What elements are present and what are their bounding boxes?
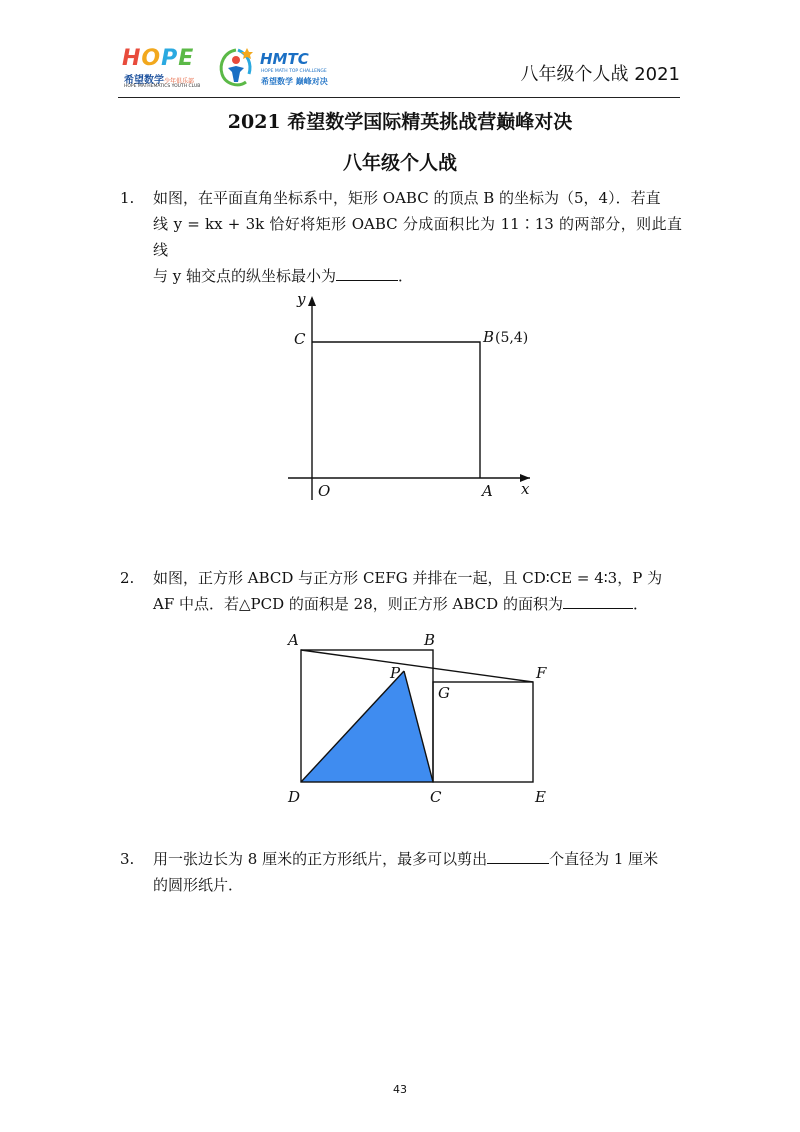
label-e: E <box>535 788 546 806</box>
problem-text <box>153 846 682 898</box>
triangle-pcd-fill <box>301 671 433 782</box>
problem-line: 的圆形纸片． <box>153 876 244 894</box>
hope-letter: H <box>122 46 142 71</box>
hope-letter: P <box>161 46 179 71</box>
problem-line-end: ． <box>398 267 414 285</box>
label-p: P <box>390 664 401 682</box>
hmtc-en-name: HOPE MATH TOP CHALLENGE <box>261 69 327 74</box>
label-f: F <box>536 664 547 682</box>
page-header <box>118 42 680 98</box>
hope-logo <box>118 46 206 94</box>
problem-1 <box>120 185 682 289</box>
label-g: G <box>438 684 450 702</box>
label-c: C <box>294 330 306 348</box>
label-b-coordinate: (5,4) <box>495 330 529 346</box>
answer-blank[interactable] <box>336 267 398 281</box>
page-subtitle: 八年级个人战 <box>342 152 457 174</box>
problem-number: 1. <box>120 189 135 207</box>
header-divider <box>118 97 680 98</box>
label-o: O <box>318 482 331 500</box>
label-a: A <box>288 631 299 649</box>
label-x: x <box>521 480 530 498</box>
problem-line-text: AF 中点．若△PCD 的面积是 28，则正方形 ABCD 的面积为 <box>153 595 563 613</box>
header-grade-label: 八年级个人战 2021 <box>520 64 680 85</box>
hope-cn-text: 希望数学 <box>124 75 164 86</box>
problem-text <box>153 185 682 289</box>
problem-line <box>153 263 682 289</box>
label-b: B <box>424 631 436 649</box>
label-c: C <box>430 788 442 806</box>
problem-2 <box>120 565 682 617</box>
hope-letter: O <box>141 46 162 71</box>
hope-letter: E <box>178 46 195 71</box>
figure-2-squares <box>280 628 560 810</box>
problem-line: 如图，在平面直角坐标系中，矩形 OABC 的顶点 B 的坐标为（5，4）．若直 <box>153 189 661 207</box>
segment-af <box>301 650 533 682</box>
answer-blank[interactable] <box>563 595 633 609</box>
hmtc-emblem-icon <box>216 46 256 90</box>
problem-line: 线 y = kx + 3k 恰好将矩形 OABC 分成面积比为 11∶13 的两部分，则此直线 <box>153 215 682 259</box>
label-b: B <box>483 328 495 346</box>
hope-cn-small: 少年俱乐部 <box>164 78 195 85</box>
label-d: D <box>288 788 301 806</box>
problem-line-text: 个直径为 1 厘米 <box>549 850 659 868</box>
hmtc-logo <box>216 46 346 94</box>
problem-line: 如图，正方形 ABCD 与正方形 CEFG 并排在一起，且 CD∶CE = 4∶3，P 为 <box>153 569 663 587</box>
label-y: y <box>297 290 306 308</box>
problem-line-text: 用一张边长为 8 厘米的正方形纸片，最多可以剪出 <box>153 850 488 868</box>
problem-line <box>153 591 682 617</box>
hmtc-wordmark: HMTC <box>260 50 309 68</box>
answer-blank[interactable] <box>487 850 549 864</box>
label-a: A <box>482 482 493 500</box>
figure-1-coordinate-plane <box>280 288 540 503</box>
problem-number: 3. <box>120 850 135 868</box>
hope-en-name: HOPE MATHEMATICS YOUTH CLUB <box>124 84 201 89</box>
rectangle-oabc <box>312 342 480 478</box>
problem-3 <box>120 846 682 898</box>
problem-line <box>153 846 682 872</box>
hope-wordmark <box>122 46 194 71</box>
problem-text <box>153 565 682 617</box>
page-title: 2021 希望数学国际精英挑战营巅峰对决 <box>227 111 573 133</box>
y-axis-arrow-icon <box>308 296 316 306</box>
problem-line-text: 与 y 轴交点的纵坐标最小为 <box>153 267 337 285</box>
problem-line-end: ． <box>632 595 648 613</box>
problem-number: 2. <box>120 569 135 587</box>
hmtc-cn-name: 希望数学 巅峰对决 <box>261 77 328 86</box>
page-number: 43 <box>393 1083 407 1096</box>
